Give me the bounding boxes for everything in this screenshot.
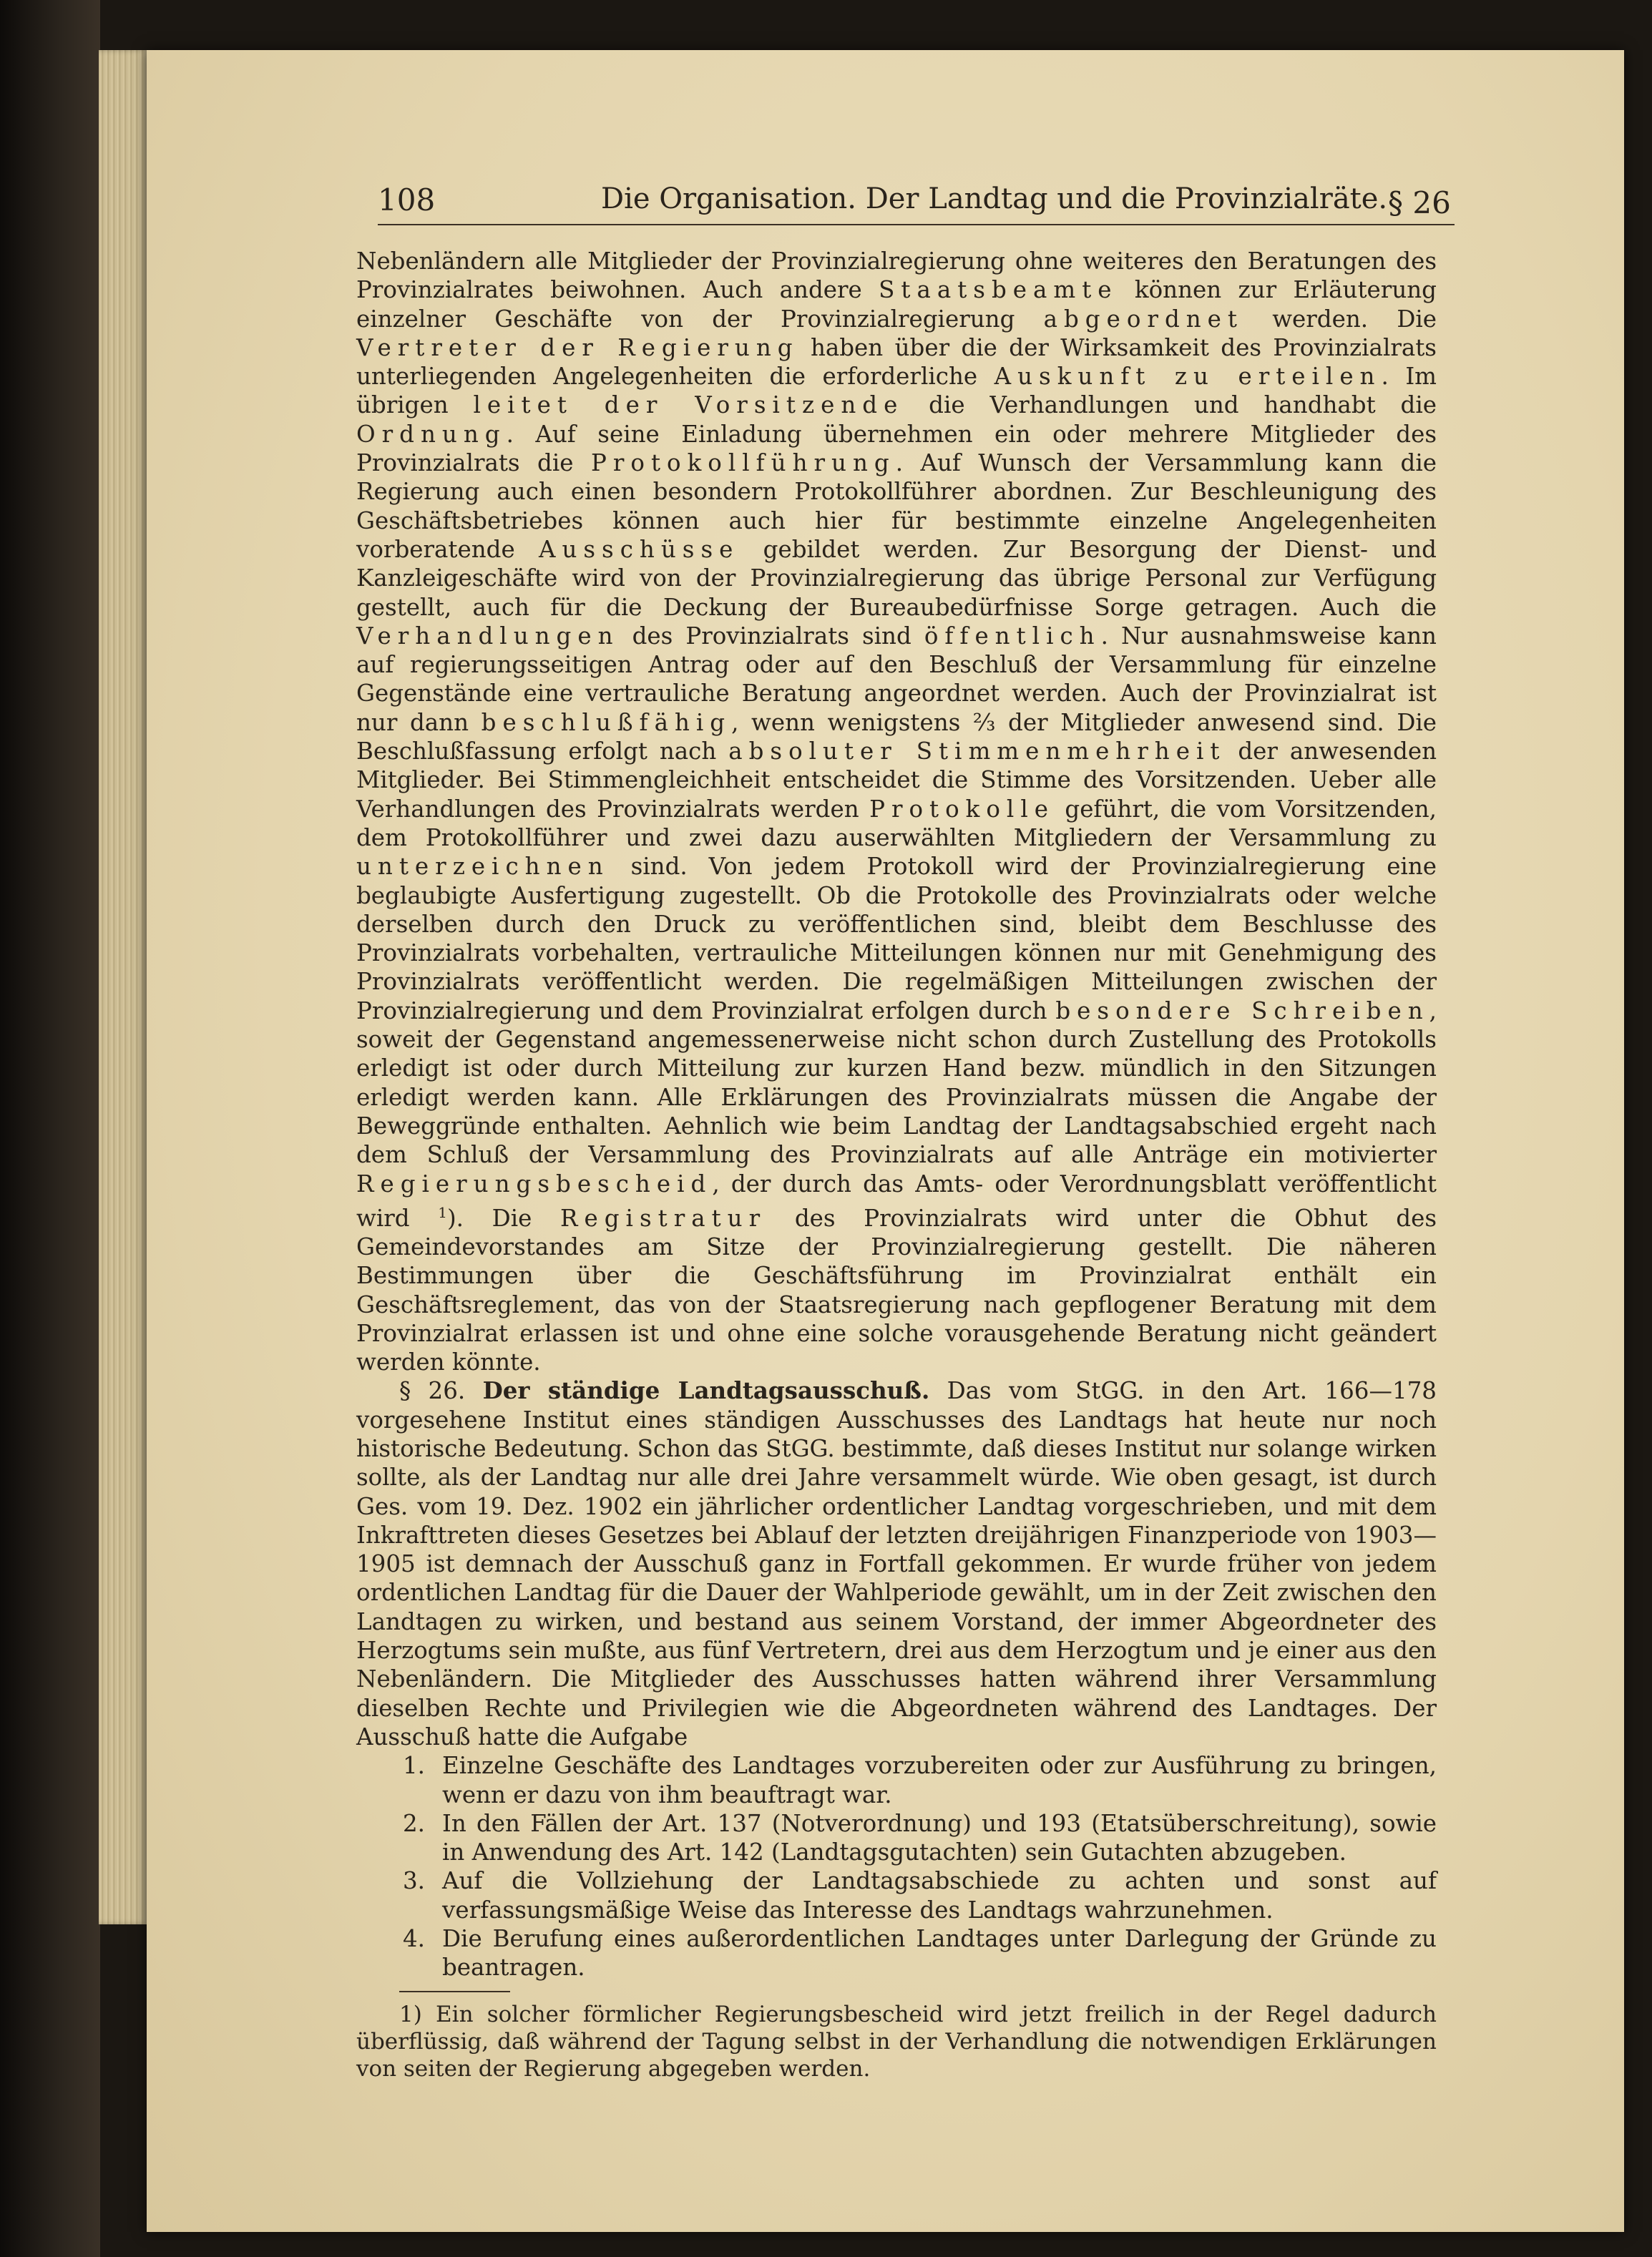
- footnote-rule: [399, 1991, 510, 1992]
- list-item: 3. Auf die Vollziehung der Landtagsabschiede zu achten und sonst auf verfassungsmäßige Weise das Interesse des Landtags wahrzunehmen.: [403, 1867, 1437, 1924]
- header-rule: [378, 224, 1455, 225]
- page-edges: [99, 50, 149, 1924]
- footnote: 1) Ein solcher förmlicher Regierungsbescheid wird jetzt freilich in der Regel dadurch überflüssig, daß während der Tagung selbst in der Verhandlung die notwendigen Erklärungen von seiten der Regierung abgegeben werden.: [356, 2001, 1437, 2082]
- page-number: 108: [378, 182, 436, 217]
- section-ref: § 26: [1388, 185, 1451, 220]
- list-item: 2. In den Fällen der Art. 137 (Notverordnung) und 193 (Etatsüberschreitung), sowie in Anwendung des Art. 142 (Landtagsgutachten) sein Gutachten abzugeben.: [403, 1809, 1437, 1866]
- book-binding: [0, 0, 100, 2257]
- page-header: [215, 182, 1456, 232]
- running-title: Die Organisation. Der Landtag und die Provinzialräte.: [601, 182, 1388, 215]
- list-item: 1. Einzelne Geschäfte des Landtages vorzubereiten oder zur Ausführung zu bringen, wenn er dazu von ihm beauftragt war.: [403, 1752, 1437, 1808]
- paragraph-provinzialrat: Nebenländern alle Mitglieder der Provinzialregierung ohne weiteres den Beratungen des Provinzialrates beiwohnen. Auch andere Staatsbeamte können zur Erläuterung einzelner Geschäfte von der Provinzialregierung abgeordnet werden. Die Vertreter der Regierung haben über die der Wirksamkeit des Provinzialrats unterliegenden Angelegenheiten die erforderliche Auskunft zu erteilen. Im übrigen leitet der Vorsitzende die Verhandlungen und handhabt die Ordnung. Auf seine Einladung übernehmen ein oder mehrere Mitglieder des Provinzialrats die Protokollführung. Auf Wunsch der Versammlung kann die Regierung auch einen besondern Protokollführer abordnen. Zur Beschleunigung des Geschäftsbetriebes können auch hier für bestimmte einzelne Angelegenheiten vorberatende Ausschüsse gebildet werden. Zur Besorgung der Dienst- und Kanzleigeschäfte wird von der Provinzialregierung das übrige Personal zur Verfügung gestellt, auch für die Deckung der Bureaubedürfnisse Sorge getragen. Auch die Verhandlungen des Provinzialrats sind öffentlich. Nur ausnahmsweise kann auf regierungsseitigen Antrag oder auf den Beschluß der Versammlung für einzelne Gegenstände eine vertrauliche Beratung angeordnet werden. Auch der Provinzialrat ist nur dann beschlußfähig, wenn wenigstens ⅔ der Mitglieder anwesend sind. Die Beschlußfassung erfolgt nach absoluter Stimmenmehrheit der anwesenden Mitglieder. Bei Stimmengleichheit entscheidet die Stimme des Vorsitzenden. Ueber alle Verhandlungen des Provinzialrats werden Protokolle geführt, die vom Vorsitzenden, dem Protokollführer und zwei dazu auserwählten Mitgliedern der Versammlung zu unterzeichnen sind. Von jedem Protokoll wird der Provinzialregierung eine beglaubigte Ausfertigung zugestellt. Ob die Protokolle des Provinzialrats oder welche derselben durch den Druck zu veröffentlichen sind, bleibt dem Beschlusse des Provinzialrats vorbehalten, vertrauliche Mitteilungen können nur mit Genehmigung des Provinzialrats veröffentlicht werden. Die regelmäßigen Mitteilungen zwischen der Provinzialregierung und dem Provinzialrat erfolgen durch besondere Schreiben, soweit der Gegenstand angemessenerweise nicht schon durch Zustellung des Protokolls erledigt ist oder durch Mitteilung zur kurzen Hand bezw. mündlich in den Sitzungen erledigt werden kann. Alle Erklärungen des Provinzialrats müssen die Angabe der Beweggründe enthalten. Aehnlich wie beim Landtag der Landtagsabschied ergeht nach dem Schluß der Versammlung des Provinzialrats auf alle Anträge ein motivierter Regierungsbescheid, der durch das Amts- oder Verordnungsblatt veröffentlicht wird $^1$). Die Registratur des Provinzialrats wird unter die Obhut des Gemeindevorstandes am Sitze der Provinzialregierung gestellt. Die näheren Bestimmungen über die Geschäftsführung im Provinzialrat enthält ein Geschäftsreglement, das von der Staatsregierung nach gepflogener Beratung mit dem Provinzialrat erlassen ist und ohne eine solche vorausgehende Beratung nicht geändert werden könnte.: [356, 248, 1437, 1376]
- section-number: § 26.: [399, 1377, 483, 1405]
- list-item: 4. Die Berufung eines außerordentlichen Landtages unter Darlegung der Gründe zu beantragen.: [403, 1925, 1437, 1982]
- paragraph-landtagsausschuss: § 26. Der ständige Landtagsausschuß. Das vom StGG. in den Art. 166—178 vorgesehene Institut eines ständigen Ausschusses des Landtags hat heute nur noch historische Bedeutung. Schon das StGG. bestimmte, daß dieses Institut nur solange wirken sollte, als der Landtag nur alle drei Jahre versammelt würde. Wie oben gesagt, ist durch Ges. vom 19. Dez. 1902 ein jährlicher ordentlicher Landtag vorgeschrieben, und mit dem Inkrafttreten dieses Gesetzes bei Ablauf der letzten dreijährigen Finanzperiode von 1903—1905 ist demnach der Ausschuß ganz in Fortfall gekommen. Er wurde früher von jedem ordentlichen Landtag für die Dauer der Wahlperiode gewählt, um in der Zeit zwischen den Landtagen zu wirken, und bestand aus seinem Vorstand, der immer Abgeordneter des Herzogtums sein mußte, aus fünf Vertretern, drei aus dem Herzogtum und je einer aus den Nebenländern. Die Mitglieder des Ausschusses hatten während ihrer Versammlung dieselben Rechte und Privilegien wie die Abgeordneten während des Landtages. Der Ausschuß hatte die Aufgabe: [356, 1376, 1437, 1751]
- footnote-marker: 1): [399, 2001, 422, 2027]
- footnote-ref: 1: [438, 1203, 447, 1221]
- section-heading: Der ständige Landtagsausschuß.: [482, 1376, 930, 1405]
- body-text: [356, 247, 1437, 2082]
- task-list: [356, 1751, 1437, 1982]
